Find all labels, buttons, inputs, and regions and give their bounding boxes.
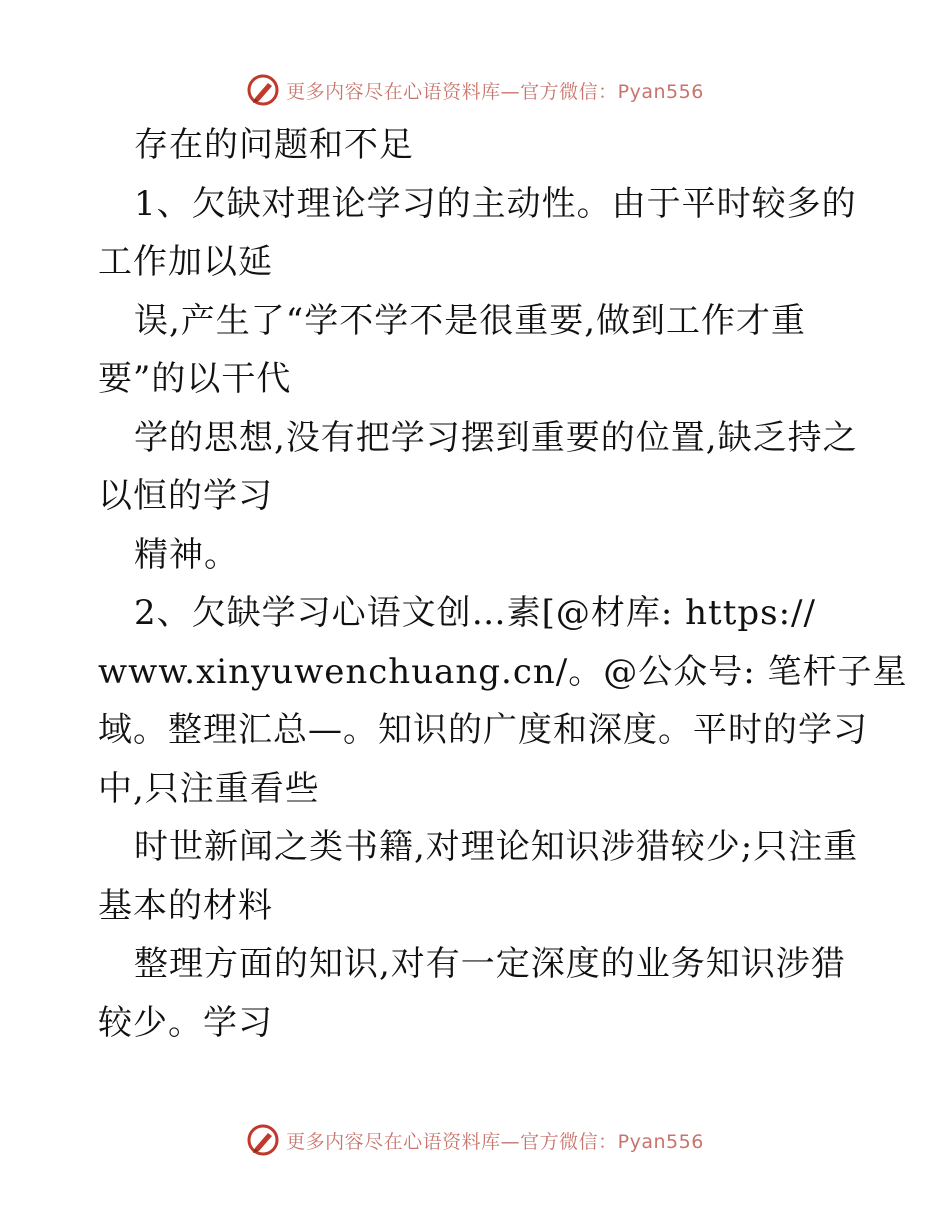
- text-line: 域。整理汇总—。知识的广度和深度。平时的学习: [98, 710, 868, 750]
- watermark-text: 更多内容尽在心语资料库—官方微信：Pyan556: [286, 1130, 704, 1153]
- text-line: 中,只注重看些: [98, 768, 320, 809]
- text-line: 误,产生了“学不学不是很重要,做到工作才重: [134, 300, 806, 341]
- text-line: 存在的问题和不足: [134, 125, 414, 165]
- watermark-text: 更多内容尽在心语资料库—官方微信：Pyan556: [286, 80, 704, 103]
- text-line: www.xinyuwenchuang.cn/。@公众号: 笔杆子星: [98, 651, 908, 692]
- text-line: 整理方面的知识,对有一定深度的业务知识涉猎: [134, 944, 846, 984]
- text-line: 1、欠缺对理论学习的主动性。由于平时较多的: [134, 183, 857, 224]
- pen-logo-icon: [246, 1123, 280, 1157]
- footer-watermark: [0, 1120, 950, 1160]
- text-line: 要”的以干代: [98, 359, 292, 399]
- text-line: 基本的材料: [98, 885, 273, 926]
- header-watermark: [0, 70, 950, 110]
- text-line: 工作加以延: [98, 242, 273, 282]
- text-line: 学的思想,没有把学习摆到重要的位置,缺乏持之: [134, 417, 858, 458]
- text-line: 精神。: [134, 534, 239, 575]
- text-line: 以恒的学习: [98, 476, 273, 516]
- text-line: 2、欠缺学习心语文创…素[@材库: https://: [134, 593, 816, 633]
- pen-logo-icon: [246, 73, 280, 107]
- text-line: 时世新闻之类书籍,对理论知识涉猎较少;只注重: [134, 827, 859, 867]
- text-line: 较少。学习: [98, 1002, 273, 1043]
- document-body: [98, 116, 908, 1052]
